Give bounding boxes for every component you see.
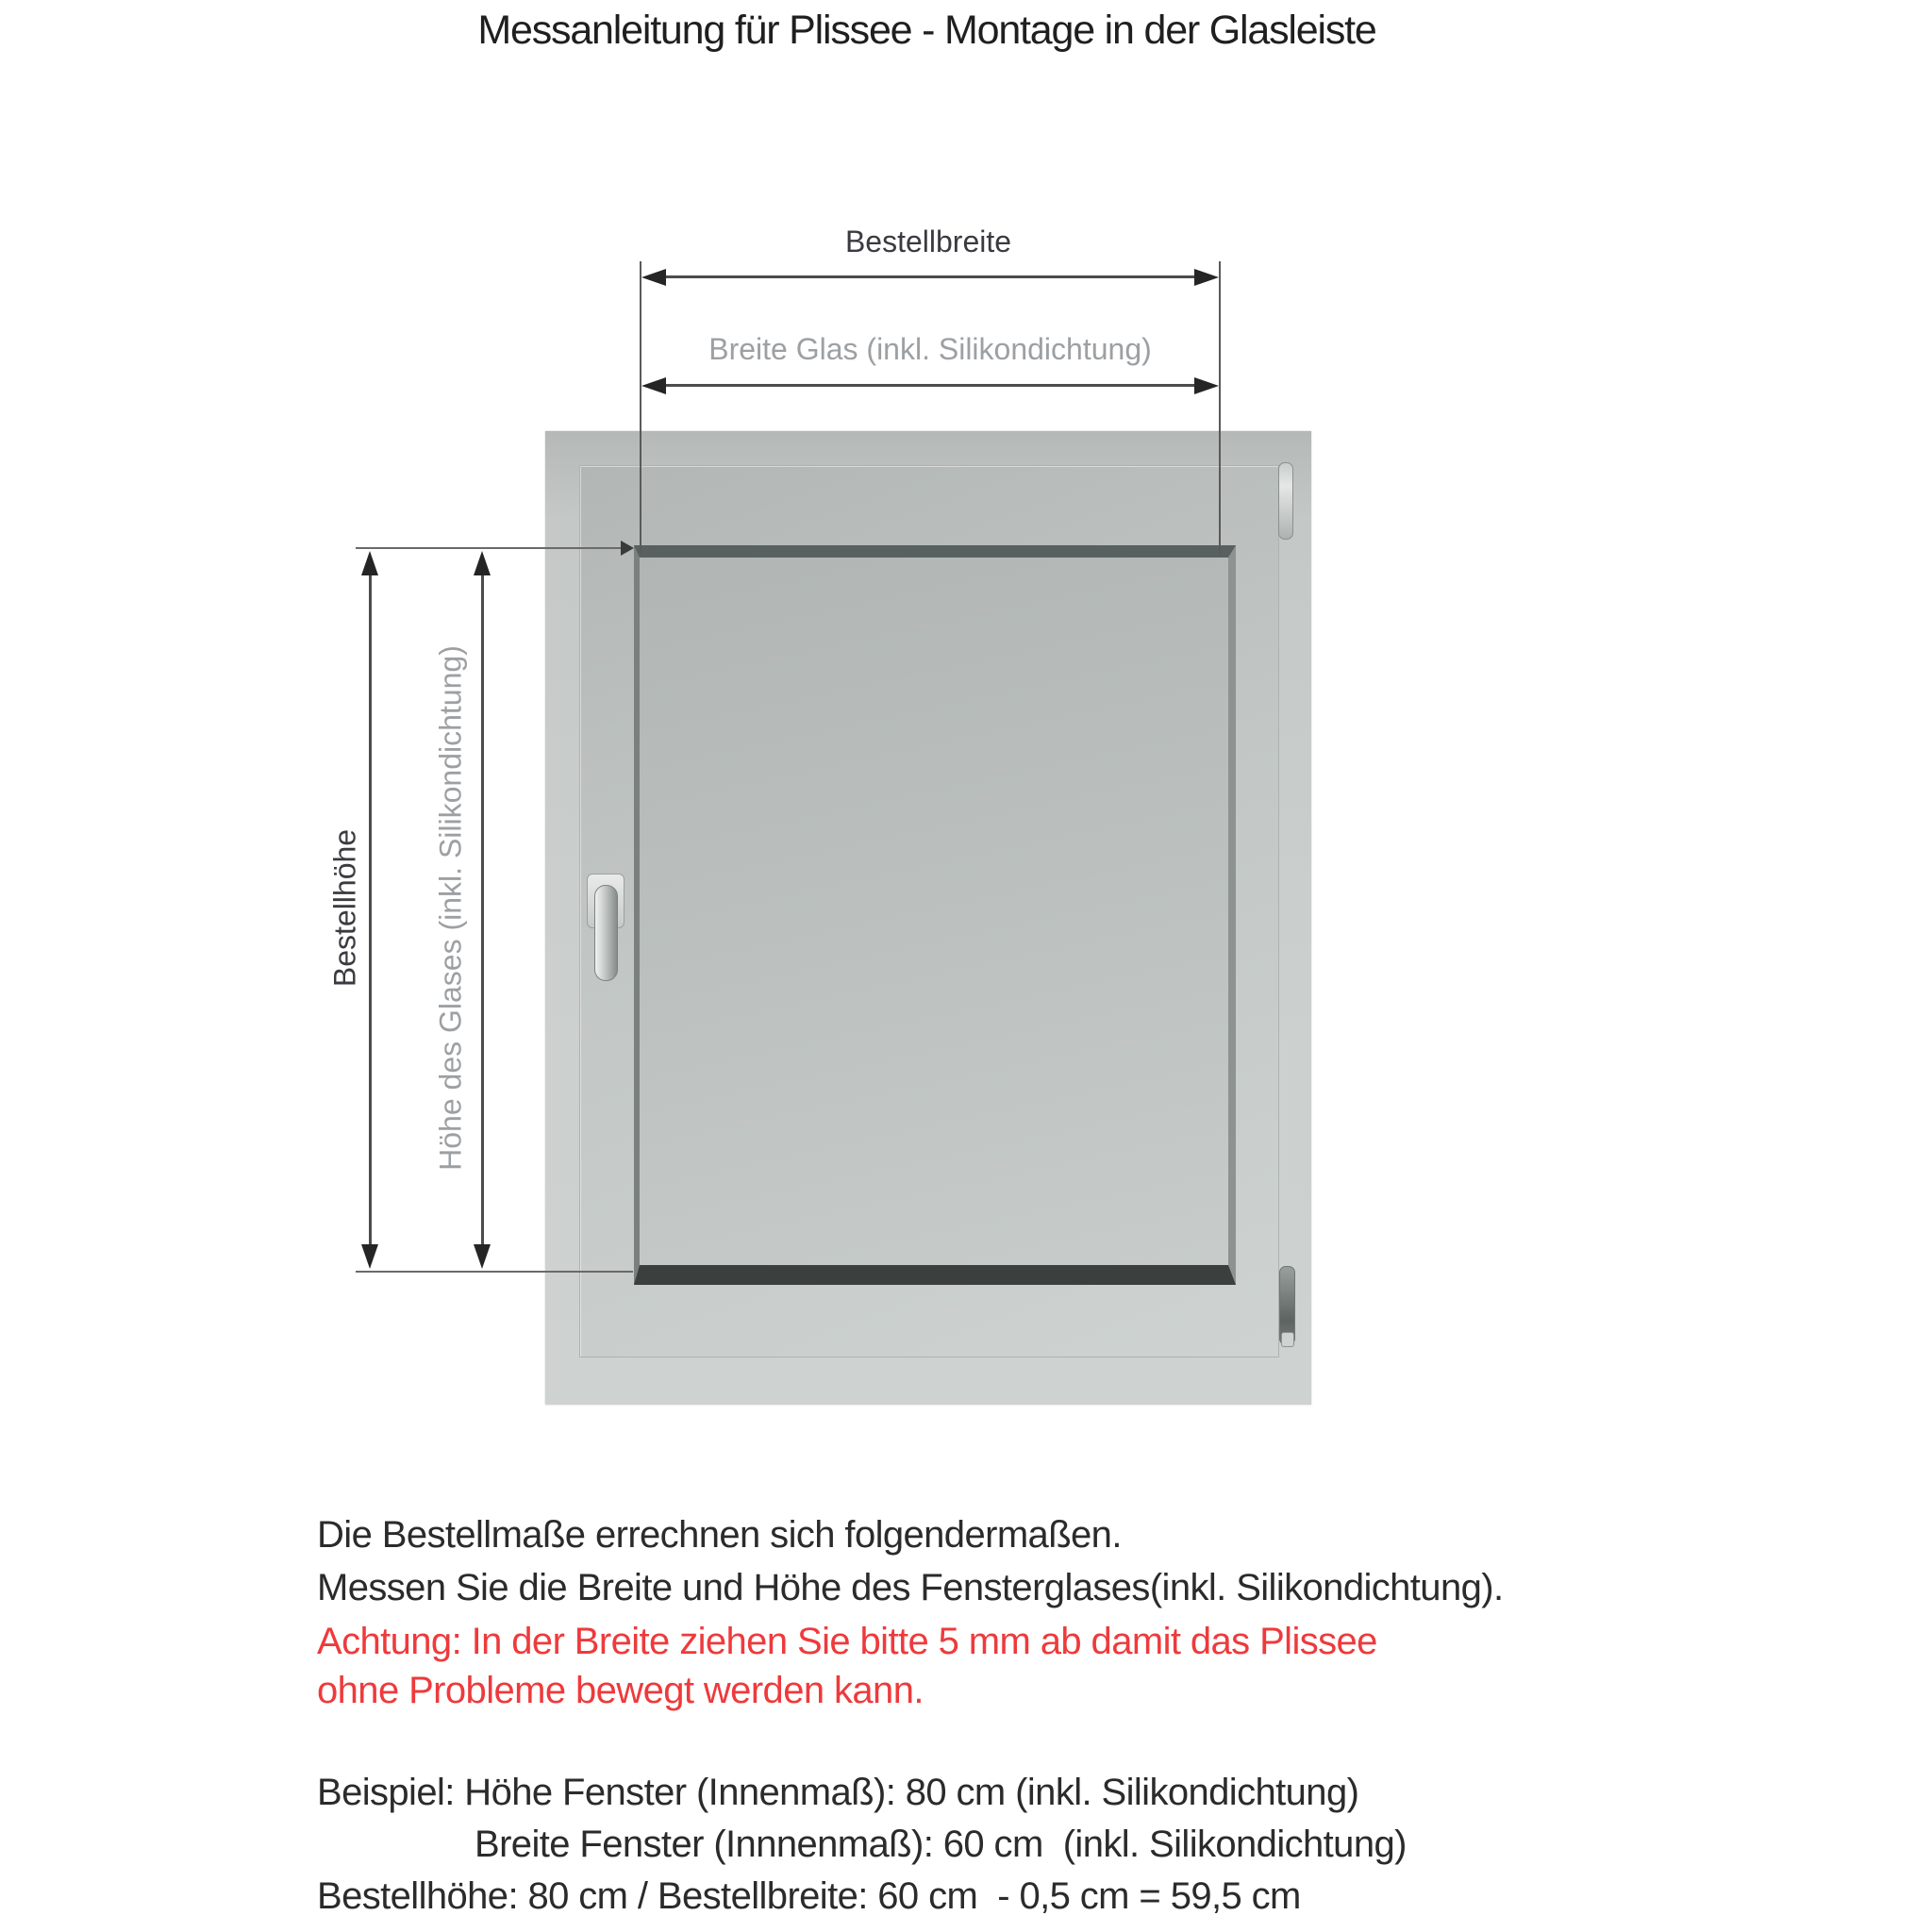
instruction-line: Die Bestellmaße errechnen sich folgendermaßen. [317, 1514, 1122, 1556]
example-line: Beispiel: Höhe Fenster (Innenmaß): 80 cm (inkl. Silikondichtung) [317, 1772, 1359, 1813]
instruction-line: Messen Sie die Breite und Höhe des Fensterglases(inkl. Silikondichtung). [317, 1567, 1504, 1608]
extension-line-right [1219, 261, 1221, 554]
order-width-label: Bestellbreite [844, 225, 1012, 258]
arrowhead-right-icon [1194, 269, 1219, 286]
arrowhead-left-icon [641, 269, 666, 286]
extension-line-left [640, 261, 641, 554]
window-hinge-foot [1281, 1332, 1294, 1347]
extension-line-top [356, 547, 621, 549]
order-width-arrow-line [660, 275, 1200, 278]
example-line: Breite Fenster (Innnenmaß): 60 cm (inkl. Silikondichtung) [475, 1824, 1407, 1865]
window-glass-pane [634, 545, 1236, 1285]
order-height-arrow-line [369, 566, 372, 1255]
arrowhead-small-right-icon [621, 541, 634, 556]
order-height-label: Bestellhöhe [327, 828, 362, 988]
glass-height-arrow-line [481, 566, 484, 1255]
arrowhead-left-icon [641, 377, 666, 394]
arrowhead-down-icon [361, 1244, 378, 1269]
glass-width-arrow-line [660, 384, 1200, 387]
glass-width-label: Breite Glas (inkl. Silikondichtung) [708, 332, 1152, 366]
warning-line: Achtung: In der Breite ziehen Sie bitte 5 mm ab damit das Plissee [317, 1621, 1377, 1662]
arrowhead-up-icon [474, 551, 491, 575]
extension-line-bottom [356, 1271, 633, 1273]
window-hinge-top [1278, 462, 1293, 540]
page-title: Messanleitung für Plissee - Montage in der Glasleiste [477, 8, 1376, 53]
warning-line: ohne Probleme bewegt werden kann. [317, 1670, 924, 1711]
arrowhead-right-icon [1194, 377, 1219, 394]
arrowhead-up-icon [361, 551, 378, 575]
window-handle [594, 885, 618, 981]
glass-height-label: Höhe des Glases (inkl. Silikondichtung) [433, 645, 468, 1171]
example-line: Bestellhöhe: 80 cm / Bestellbreite: 60 cm - 0,5 cm = 59,5 cm [317, 1875, 1301, 1917]
arrowhead-down-icon [474, 1244, 491, 1269]
